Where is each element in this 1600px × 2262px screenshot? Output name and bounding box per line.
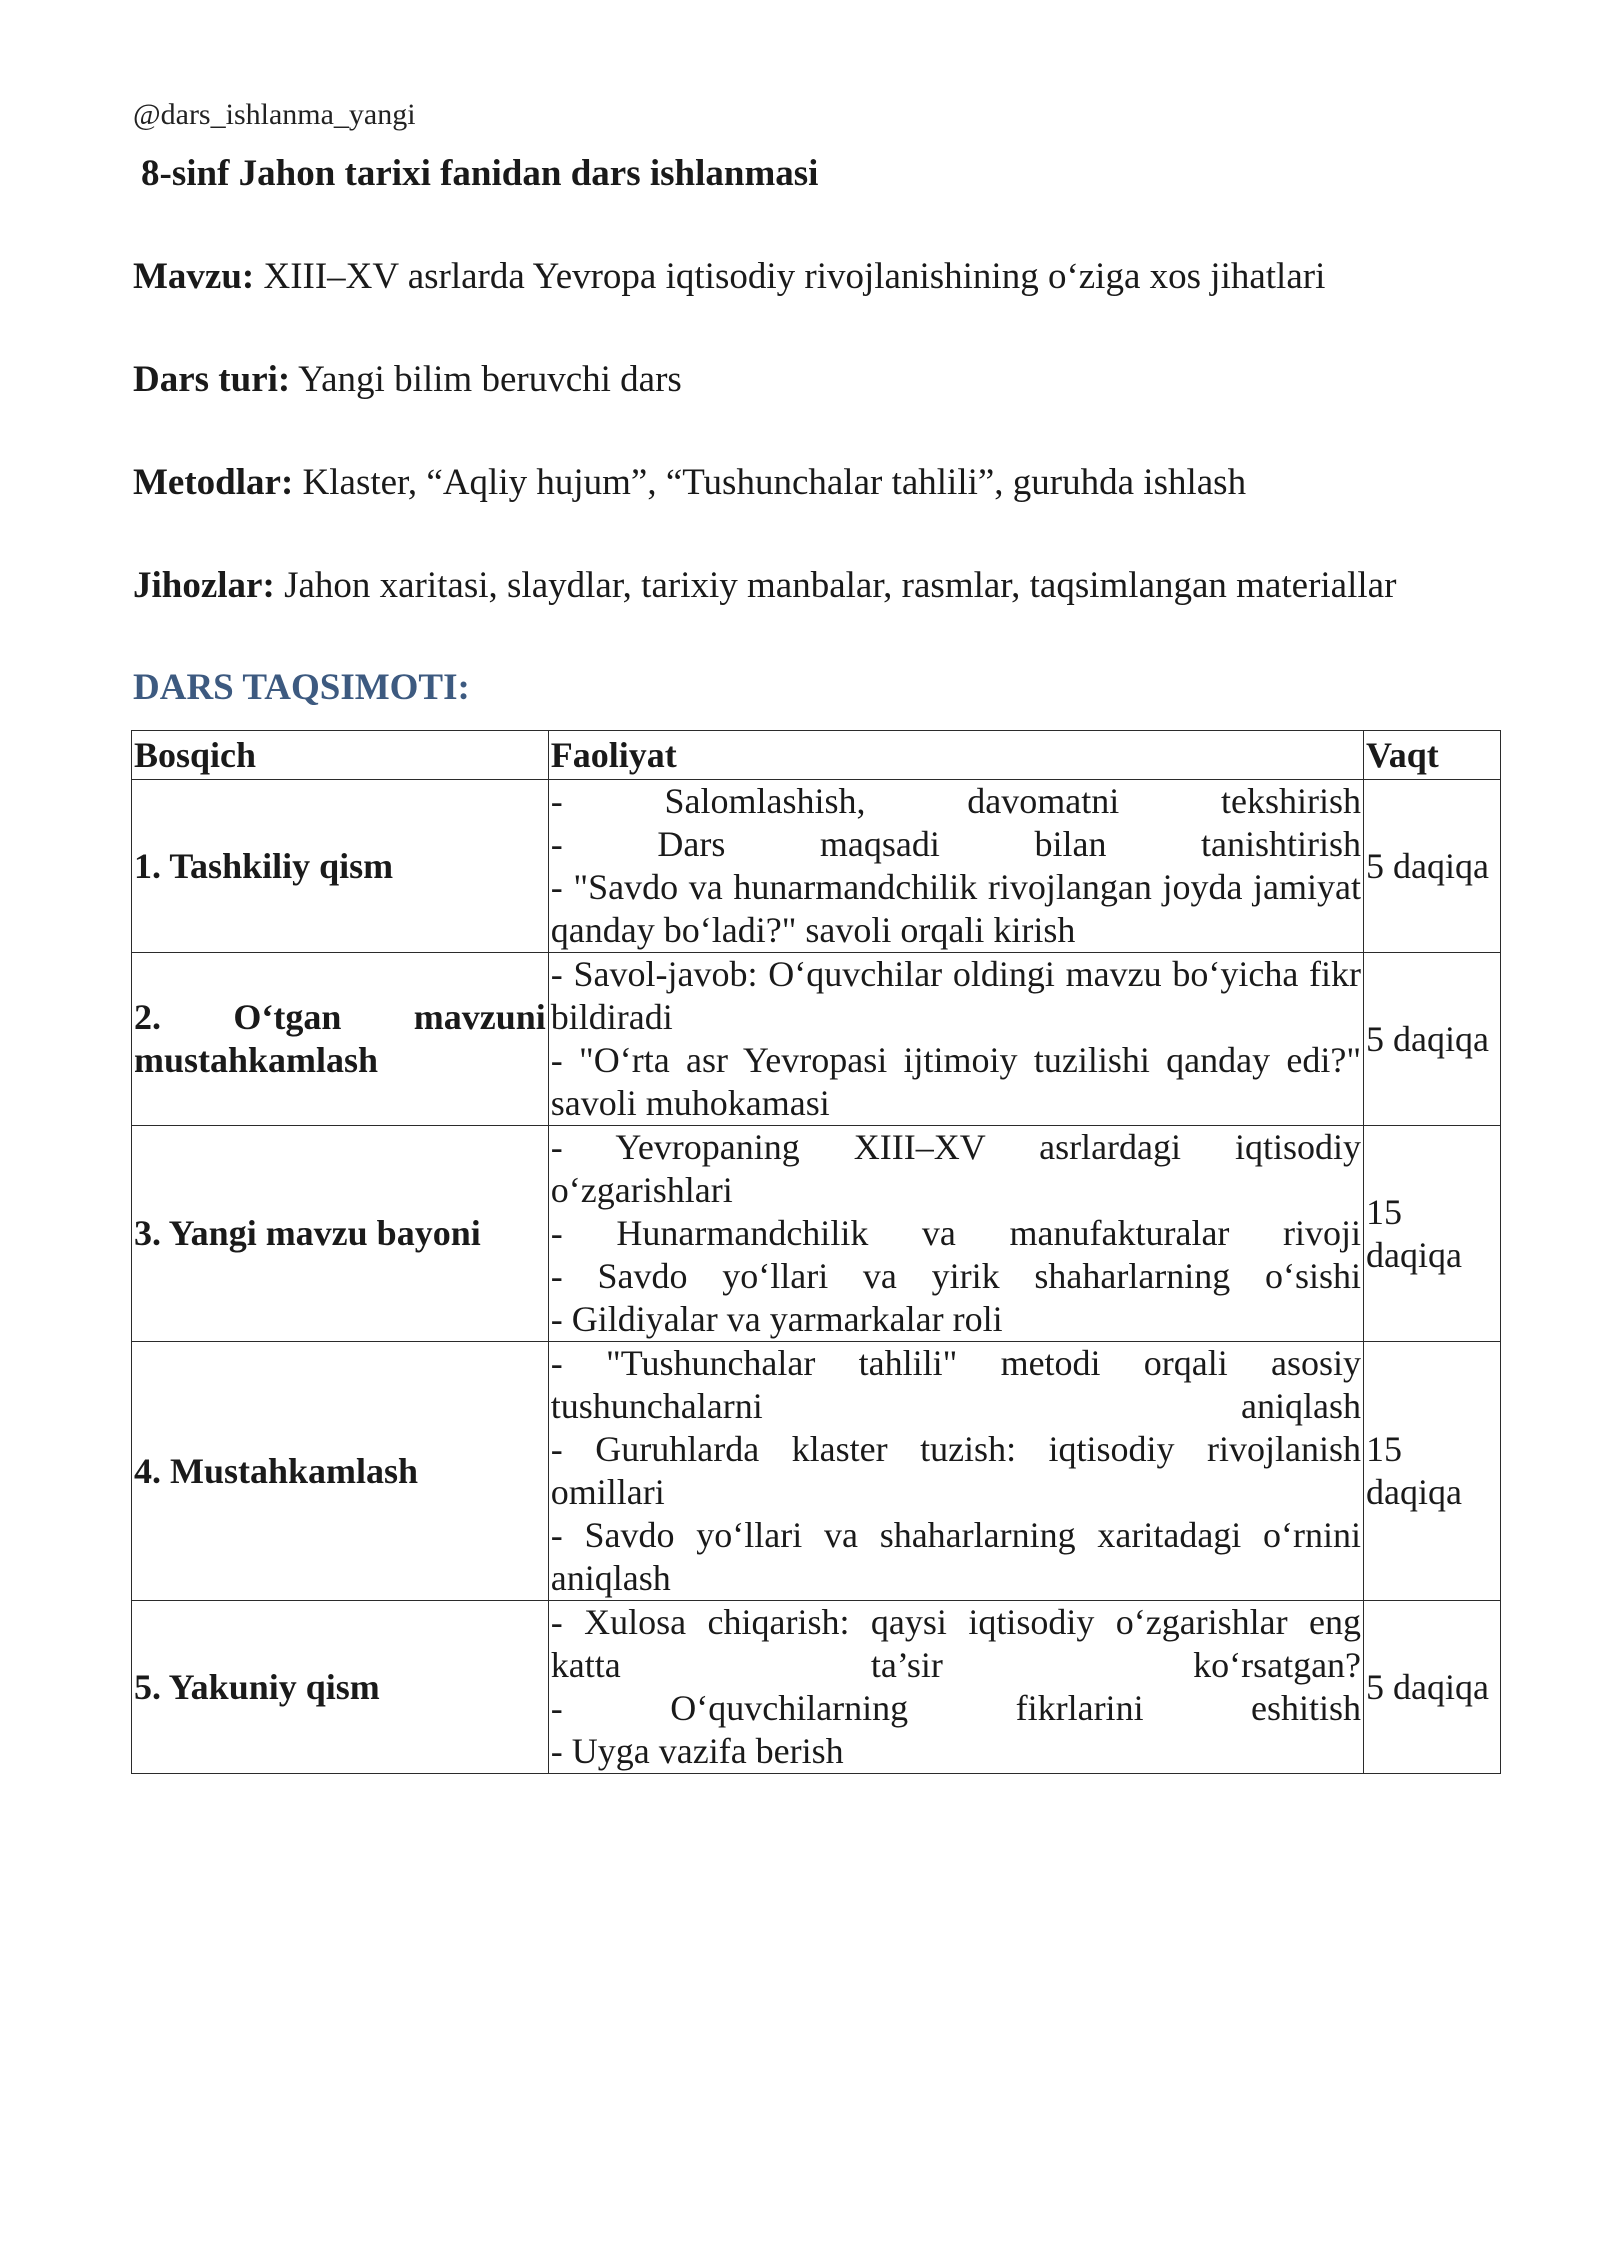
activity-line: - Salomlashish, davomatni tekshirish — [550, 781, 1362, 821]
table-header-row — [132, 731, 1501, 780]
activity-line: - Savdo yo‘llari va yirik shaharlarning o‘sishi — [550, 1256, 1362, 1296]
table-row — [132, 1126, 1501, 1342]
activity-line: - "Tushunchalar tahlili" metodi orqali asosiy tushunchalarni aniqlash — [550, 1343, 1362, 1426]
field-mavzu-value: XIII–XV asrlarda Yevropa iqtisodiy rivojlanishining o‘ziga xos jihatlari — [263, 256, 1326, 297]
activity-cell — [548, 953, 1363, 1126]
table-row — [132, 1342, 1501, 1601]
header-vaqt: Vaqt — [1364, 731, 1501, 780]
stage-cell: 2. O‘tgan mavzuni mustahkamlash — [132, 953, 549, 1126]
activity-line: - "Savdo va hunarmandchilik rivojlangan joyda jamiyat qanday bo‘ladi?" savoli orqali kirish — [550, 867, 1362, 950]
table-row — [132, 953, 1501, 1126]
field-jihozlar-value: Jahon xaritasi, slaydlar, tarixiy manbalar, rasmlar, taqsimlangan materiallar — [284, 565, 1397, 606]
field-dars-turi-label: Dars turi: — [133, 359, 291, 400]
header-faoliyat: Faoliyat — [548, 731, 1363, 780]
section-heading: DARS TAQSIMOTI: — [133, 667, 470, 708]
stage-cell: 4. Mustahkamlash — [132, 1342, 549, 1601]
activity-cell — [548, 1126, 1363, 1342]
field-metodlar-value: Klaster, “Aqliy hujum”, “Tushunchalar tahlili”, guruhda ishlash — [302, 462, 1247, 503]
activity-cell — [548, 1342, 1363, 1601]
activity-line: - Savdo yo‘llari va shaharlarning xaritadagi o‘rnini aniqlash — [550, 1515, 1362, 1598]
time-cell: 5 daqiqa — [1364, 780, 1501, 953]
field-jihozlar-label: Jihozlar: — [133, 565, 275, 606]
field-dars-turi — [133, 358, 682, 401]
activity-line: - Gildiyalar va yarmarkalar roli — [550, 1299, 1003, 1339]
lesson-plan-table — [131, 730, 1501, 1774]
channel-watermark: @dars_ishlanma_yangi — [133, 98, 416, 131]
activity-line: - Savol-javob: O‘quvchilar oldingi mavzu bo‘yicha fikr bildiradi — [550, 954, 1362, 1037]
field-jihozlar — [133, 564, 1396, 607]
time-cell: 15 daqiqa — [1364, 1342, 1501, 1601]
stage-cell: 1. Tashkiliy qism — [132, 780, 549, 953]
field-mavzu — [133, 255, 1325, 298]
activity-line: - Guruhlarda klaster tuzish: iqtisodiy rivojlanish omillari — [550, 1429, 1362, 1512]
activity-line: - Xulosa chiqarish: qaysi iqtisodiy o‘zgarishlar eng katta ta’sir ko‘rsatgan? — [550, 1602, 1362, 1685]
field-metodlar-label: Metodlar: — [133, 462, 294, 503]
time-cell: 5 daqiqa — [1364, 953, 1501, 1126]
activity-cell — [548, 780, 1363, 953]
time-cell: 15 daqiqa — [1364, 1126, 1501, 1342]
header-bosqich: Bosqich — [132, 731, 549, 780]
activity-cell — [548, 1601, 1363, 1774]
activity-line: - "O‘rta asr Yevropasi ijtimoiy tuzilishi qanday edi?" savoli muhokamasi — [550, 1040, 1362, 1123]
document-title: 8-sinf Jahon tarixi fanidan dars ishlanmasi — [141, 153, 819, 194]
activity-line: - O‘quvchilarning fikrlarini eshitish — [550, 1688, 1362, 1728]
activity-line: - Dars maqsadi bilan tanishtirish — [550, 824, 1362, 864]
activity-line: - Hunarmandchilik va manufakturalar rivoji — [550, 1213, 1362, 1253]
activity-line: - Uyga vazifa berish — [550, 1731, 844, 1771]
field-mavzu-label: Mavzu: — [133, 256, 255, 297]
stage-cell: 3. Yangi mavzu bayoni — [132, 1126, 549, 1342]
time-cell: 5 daqiqa — [1364, 1601, 1501, 1774]
table-row — [132, 780, 1501, 953]
table-row — [132, 1601, 1501, 1774]
activity-line: - Yevropaning XIII–XV asrlardagi iqtisodiy o‘zgarishlari — [550, 1127, 1362, 1210]
field-dars-turi-value: Yangi bilim beruvchi dars — [298, 359, 682, 400]
field-metodlar — [133, 461, 1246, 504]
stage-cell: 5. Yakuniy qism — [132, 1601, 549, 1774]
